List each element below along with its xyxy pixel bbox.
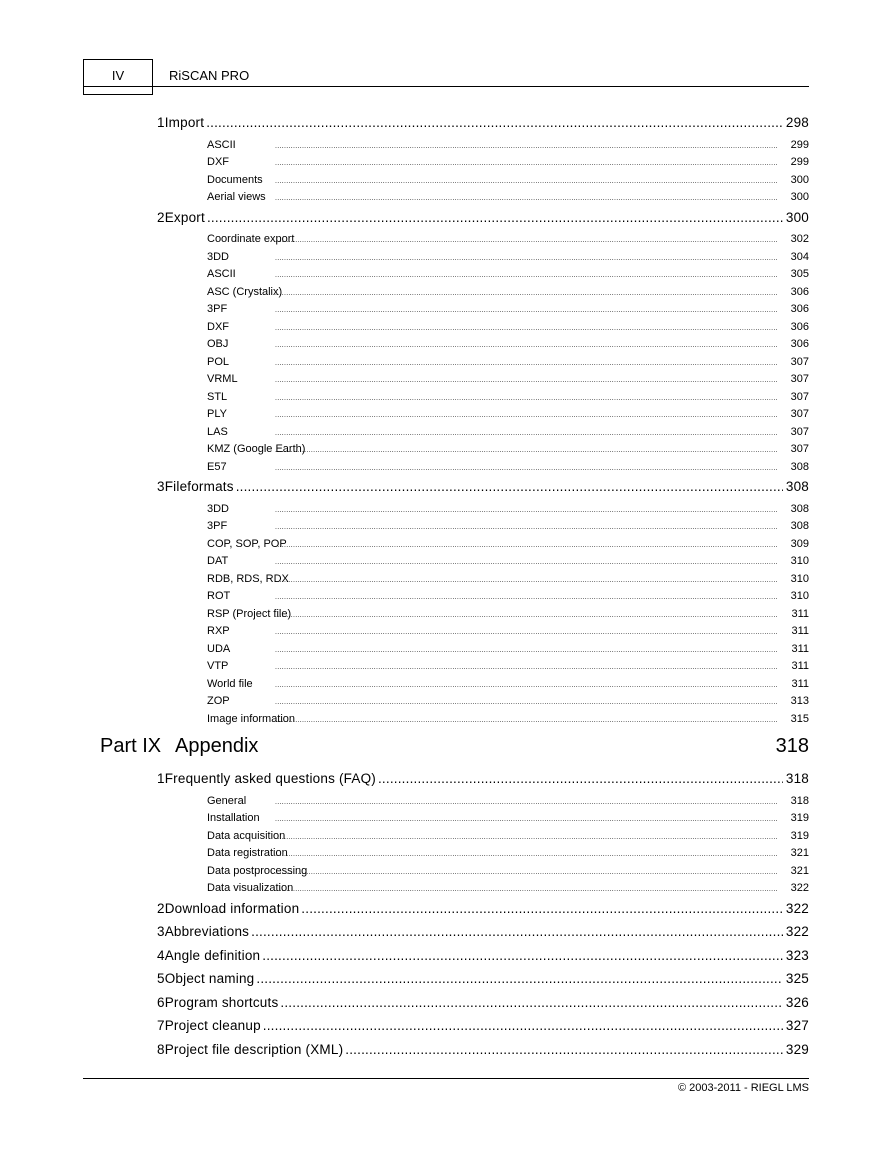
section-page: 308 xyxy=(785,479,809,494)
subentry-label: Image information xyxy=(207,712,296,725)
section-number: 3 xyxy=(157,924,165,939)
dot-leader xyxy=(275,682,777,689)
dot-leader xyxy=(275,325,777,332)
subentry-page: 299 xyxy=(790,156,809,168)
section-number: 4 xyxy=(157,947,165,963)
toc-section-entry[interactable] xyxy=(157,901,809,916)
subentry-label: UDA xyxy=(207,642,231,655)
toc-subentry[interactable] xyxy=(207,847,809,859)
subentry-label: World file xyxy=(207,677,253,690)
dot-leader xyxy=(275,507,777,514)
dot-leader xyxy=(275,143,777,150)
subentry-page: 321 xyxy=(790,847,809,859)
subentry-label: VRML xyxy=(207,373,238,385)
toc-section-entry[interactable] xyxy=(157,924,809,939)
subentry-label: Data registration xyxy=(207,847,288,859)
toc-subentry[interactable] xyxy=(207,713,809,725)
toc-subentry[interactable] xyxy=(207,461,809,473)
subentry-label: RXP xyxy=(207,625,230,637)
subentry-page: 299 xyxy=(790,138,809,151)
footer-rule xyxy=(83,1078,809,1079)
toc-subentry[interactable] xyxy=(207,321,809,333)
subentry-page: 304 xyxy=(790,250,809,263)
toc-section-entry[interactable] xyxy=(157,771,809,786)
section-title: Project cleanup xyxy=(164,1018,261,1033)
section-title: Program shortcuts xyxy=(164,994,279,1010)
dot-leader xyxy=(275,886,777,893)
toc-subentry[interactable] xyxy=(207,251,809,263)
part-page: 318 xyxy=(775,735,809,757)
toc-subentry[interactable] xyxy=(207,695,809,707)
section-page: 298 xyxy=(785,115,809,130)
dot-leader xyxy=(275,834,777,841)
toc-subentry[interactable] xyxy=(207,538,809,550)
dot-leader xyxy=(345,1042,783,1057)
dot-leader xyxy=(275,447,777,454)
part-heading[interactable] xyxy=(100,735,809,758)
section-page: 323 xyxy=(785,947,809,963)
subentry-label: KMZ (Google Earth) xyxy=(207,443,306,455)
section-number: 2 xyxy=(157,900,165,916)
page-number: IV xyxy=(111,68,125,83)
subentry-page: 307 xyxy=(790,408,809,420)
section-page: 327 xyxy=(785,1018,809,1033)
subentry-page: 311 xyxy=(791,625,809,637)
subentry-label: STL xyxy=(207,390,228,403)
toc-section-entry[interactable] xyxy=(157,479,809,494)
dot-leader xyxy=(275,430,777,437)
section-title: Project file description (XML) xyxy=(164,1041,344,1057)
toc-subentry[interactable] xyxy=(207,882,809,894)
toc-section-entry[interactable] xyxy=(157,971,809,986)
dot-leader xyxy=(275,699,777,706)
copyright: © 2003-2011 - RIEGL LMS xyxy=(677,1082,809,1094)
subentry-label: DXF xyxy=(207,320,229,333)
part-title: Appendix xyxy=(175,735,259,757)
dot-leader xyxy=(275,542,777,549)
dot-leader xyxy=(275,237,777,244)
subentry-label: DXF xyxy=(207,156,229,168)
dot-leader xyxy=(275,160,777,167)
dot-leader xyxy=(263,1018,783,1033)
subentry-page: 308 xyxy=(790,502,809,515)
subentry-label: General xyxy=(207,794,247,807)
section-page: 325 xyxy=(785,971,809,986)
subentry-label: Aerial views xyxy=(207,191,266,203)
toc-section-entry[interactable] xyxy=(157,1042,809,1057)
toc-subentry[interactable] xyxy=(207,338,809,350)
toc-subentry[interactable] xyxy=(207,373,809,385)
subentry-label: 3DD xyxy=(207,502,230,515)
subentry-label: ASCII xyxy=(207,138,236,151)
subentry-page: 307 xyxy=(790,373,809,385)
dot-leader xyxy=(275,255,777,262)
dot-leader xyxy=(275,195,777,202)
subentry-page: 307 xyxy=(790,390,809,403)
toc-subentry[interactable] xyxy=(207,233,809,245)
section-number: 7 xyxy=(157,1018,165,1033)
toc-subentry[interactable] xyxy=(207,660,809,672)
toc-subentry[interactable] xyxy=(207,391,809,403)
subentry-label: ROT xyxy=(207,590,231,602)
subentry-page: 311 xyxy=(791,677,809,690)
toc-section-entry[interactable] xyxy=(157,1018,809,1033)
section-title: Object naming xyxy=(164,971,255,986)
subentry-page: 310 xyxy=(790,555,809,567)
subentry-label: Data postprocessing xyxy=(207,864,308,877)
toc-subentry[interactable] xyxy=(207,555,809,567)
subentry-label: VTP xyxy=(207,660,229,672)
subentry-page: 307 xyxy=(790,425,809,438)
toc-subentry[interactable] xyxy=(207,625,809,637)
toc-subentry[interactable] xyxy=(207,678,809,690)
toc-subentry[interactable] xyxy=(207,174,809,186)
section-page: 322 xyxy=(785,900,809,916)
section-page: 300 xyxy=(785,209,809,225)
document-title: RiSCAN PRO xyxy=(169,68,250,83)
subentry-page: 306 xyxy=(790,320,809,333)
subentry-page: 313 xyxy=(790,695,809,707)
section-title: Export xyxy=(164,209,205,225)
subentry-page: 311 xyxy=(791,660,809,672)
subentry-label: ZOP xyxy=(207,695,230,707)
toc-section-entry[interactable] xyxy=(157,115,809,130)
toc-subentry[interactable] xyxy=(207,608,809,620)
section-title: Download information xyxy=(164,900,300,916)
subentry-label: E57 xyxy=(207,460,227,473)
dot-leader xyxy=(236,479,783,494)
subentry-label: Data acquisition xyxy=(207,829,286,842)
dot-leader xyxy=(275,799,777,806)
toc-subentry[interactable] xyxy=(207,795,809,807)
dot-leader xyxy=(275,290,777,297)
toc-subentry[interactable] xyxy=(207,191,809,203)
section-page: 326 xyxy=(785,994,809,1010)
toc-subentry[interactable] xyxy=(207,408,809,420)
section-title: Frequently asked questions (FAQ) xyxy=(164,771,376,786)
subentry-page: 308 xyxy=(790,460,809,473)
dot-leader xyxy=(275,717,777,724)
subentry-page: 318 xyxy=(790,794,809,807)
toc-subentry[interactable] xyxy=(207,830,809,842)
subentry-page: 306 xyxy=(790,338,809,350)
toc-subentry[interactable] xyxy=(207,286,809,298)
toc-subentry[interactable] xyxy=(207,520,809,532)
toc-subentry[interactable] xyxy=(207,643,809,655)
toc-subentry[interactable] xyxy=(207,573,809,585)
toc-subentry[interactable] xyxy=(207,590,809,602)
subentry-label: 3DD xyxy=(207,250,230,263)
dot-leader xyxy=(275,465,777,472)
toc-subentry[interactable] xyxy=(207,812,809,824)
toc-subentry[interactable] xyxy=(207,443,809,455)
section-title: Abbreviations xyxy=(164,924,250,939)
dot-leader xyxy=(275,664,777,671)
dot-leader xyxy=(275,360,777,367)
toc-subentry[interactable] xyxy=(207,139,809,151)
subentry-page: 319 xyxy=(790,812,809,824)
toc-subentry[interactable] xyxy=(207,426,809,438)
dot-leader xyxy=(301,901,783,916)
toc-section-entry[interactable] xyxy=(157,948,809,963)
toc-subentry[interactable] xyxy=(207,156,809,168)
section-title: Import xyxy=(164,115,205,130)
subentry-label: 3PF xyxy=(207,303,228,315)
subentry-label: PLY xyxy=(207,408,227,420)
dot-leader xyxy=(275,869,777,876)
dot-leader xyxy=(275,816,777,823)
subentry-page: 321 xyxy=(790,864,809,877)
header-box-bottom xyxy=(83,94,153,95)
subentry-page: 300 xyxy=(790,191,809,203)
subentry-label: Coordinate export xyxy=(207,233,295,245)
dot-leader xyxy=(256,971,783,986)
dot-leader xyxy=(275,612,777,619)
subentry-page: 319 xyxy=(790,829,809,842)
section-page: 318 xyxy=(785,771,809,786)
dot-leader xyxy=(275,412,777,419)
section-page: 329 xyxy=(785,1041,809,1057)
toc-section-entry[interactable] xyxy=(157,210,809,225)
subentry-page: 307 xyxy=(790,443,809,455)
subentry-label: Installation xyxy=(207,812,260,824)
subentry-page: 311 xyxy=(791,642,809,655)
page-header xyxy=(83,59,809,95)
page-footer xyxy=(83,1078,809,1094)
subentry-page: 315 xyxy=(790,712,809,725)
subentry-label: ASCII xyxy=(207,268,236,280)
dot-leader xyxy=(207,210,783,225)
toc-section-entry[interactable] xyxy=(157,995,809,1010)
section-number: 1 xyxy=(157,771,165,786)
subentry-label: POL xyxy=(207,355,230,368)
section-number: 2 xyxy=(157,209,165,225)
dot-leader xyxy=(275,307,777,314)
subentry-page: 310 xyxy=(790,572,809,585)
toc-subentry[interactable] xyxy=(207,865,809,877)
dot-leader xyxy=(275,342,777,349)
dot-leader xyxy=(378,771,783,786)
dot-leader xyxy=(275,851,777,858)
section-number: 6 xyxy=(157,994,165,1010)
subentry-page: 308 xyxy=(790,520,809,532)
dot-leader xyxy=(275,272,777,279)
dot-leader xyxy=(275,559,777,566)
subentry-label: RSP (Project file) xyxy=(207,607,292,620)
toc-subentry[interactable] xyxy=(207,356,809,368)
dot-leader xyxy=(275,647,777,654)
subentry-page: 322 xyxy=(790,882,809,894)
dot-leader xyxy=(275,594,777,601)
part-label: Part IX xyxy=(100,735,162,757)
dot-leader xyxy=(275,395,777,402)
dot-leader xyxy=(275,577,777,584)
dot-leader xyxy=(275,524,777,531)
subentry-page: 311 xyxy=(791,607,809,620)
subentry-label: Documents xyxy=(207,173,263,186)
subentry-label: 3PF xyxy=(207,520,228,532)
subentry-page: 307 xyxy=(790,355,809,368)
toc-subentry[interactable] xyxy=(207,503,809,515)
section-number: 3 xyxy=(157,479,165,494)
dot-leader xyxy=(275,377,777,384)
dot-leader xyxy=(275,629,777,636)
section-number: 1 xyxy=(157,115,165,130)
dot-leader xyxy=(275,178,777,185)
dot-leader xyxy=(262,948,783,963)
subentry-page: 305 xyxy=(790,268,809,280)
dot-leader xyxy=(251,924,783,939)
header-rule xyxy=(83,86,809,87)
subentry-label: RDB, RDS, RDX xyxy=(207,572,289,585)
section-title: Angle definition xyxy=(164,947,261,963)
section-number: 5 xyxy=(157,971,165,986)
subentry-label: Data visualization xyxy=(207,882,294,894)
subentry-page: 306 xyxy=(790,303,809,315)
subentry-page: 306 xyxy=(790,285,809,298)
dot-leader xyxy=(206,115,783,130)
toc-subentry[interactable] xyxy=(207,268,809,280)
toc-subentry[interactable] xyxy=(207,303,809,315)
subentry-label: ASC (Crystalix) xyxy=(207,285,283,298)
dot-leader xyxy=(280,995,783,1010)
section-page: 322 xyxy=(785,924,809,939)
subentry-page: 300 xyxy=(790,173,809,186)
subentry-page: 302 xyxy=(790,233,809,245)
subentry-label: COP, SOP, POP xyxy=(207,537,287,550)
section-number: 8 xyxy=(157,1041,165,1057)
subentry-page: 310 xyxy=(790,590,809,602)
subentry-page: 309 xyxy=(790,537,809,550)
subentry-label: LAS xyxy=(207,425,228,438)
section-title: Fileformats xyxy=(164,479,234,494)
subentry-label: OBJ xyxy=(207,338,229,350)
subentry-label: DAT xyxy=(207,555,229,567)
